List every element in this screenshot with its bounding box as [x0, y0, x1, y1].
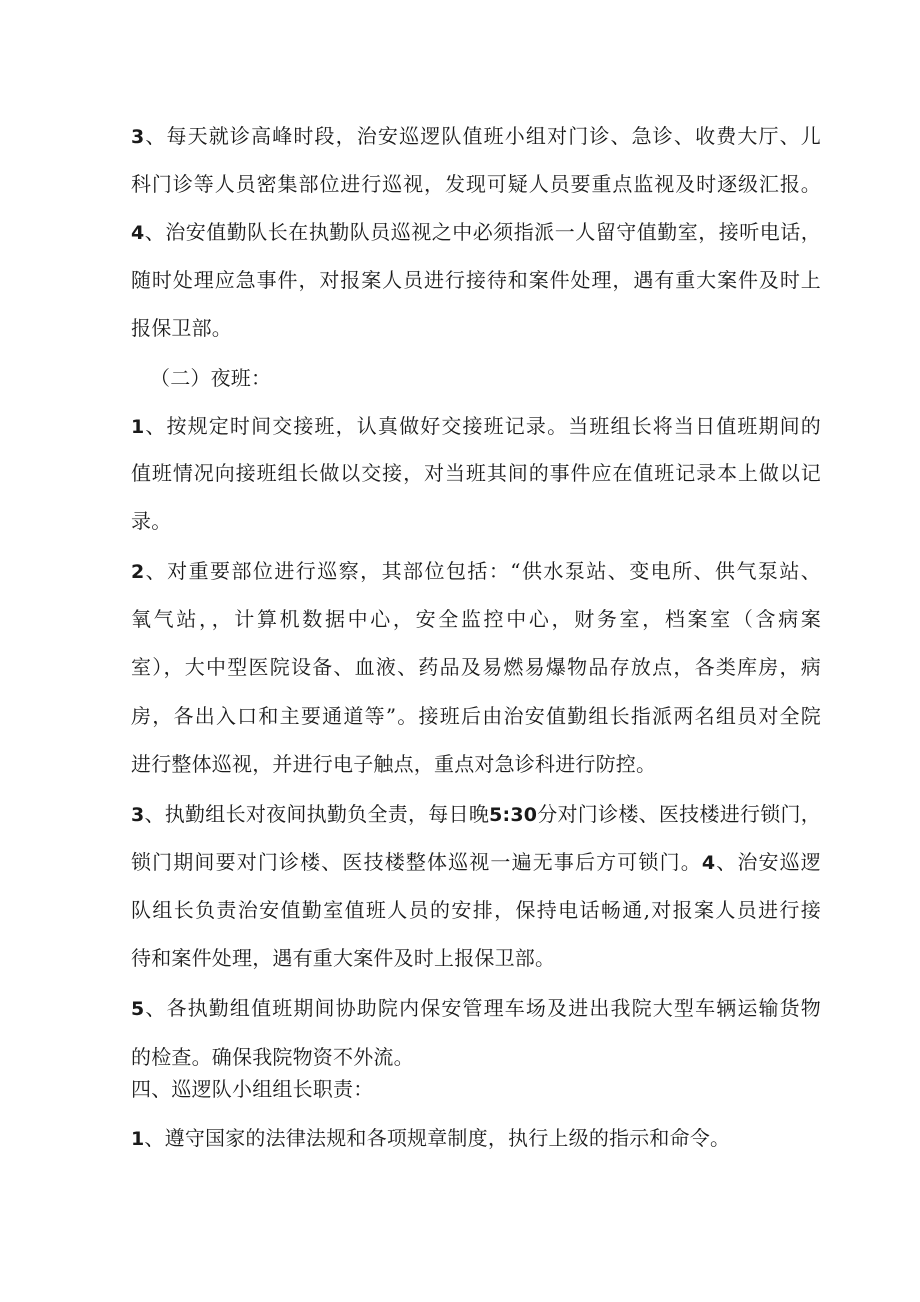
line-text: 进行整体巡视，并进行电子触点，重点对急诊科进行防控。 [131, 752, 657, 776]
time-value: 5:30 [489, 804, 538, 826]
text-line [131, 504, 821, 538]
line-text: 氧气站，，计算机数据中心，安全监控中心，财务室，档案室（含病案 [131, 607, 821, 631]
text-line [131, 311, 821, 345]
item-number: 3 [131, 126, 145, 148]
text-line [131, 797, 821, 831]
line-text: 、遵守国家的法律法规和各项规章制度，执行上级的指示和命令。 [144, 1126, 731, 1150]
line-text: 、对重要部位进行巡察，其部位包括：“供水泵站、变电所、供气泵站、 [144, 559, 821, 583]
line-text: 分对门诊楼、医技楼进行锁门， [537, 802, 821, 826]
line-text: 的检查。确保我院物资不外流。 [131, 1045, 414, 1069]
text-line [131, 119, 821, 153]
text-line [131, 602, 821, 636]
line-text: 锁门期间要对门诊楼、医技楼整体巡视一遍无事后方可锁门。 [131, 850, 702, 874]
item-number: 4 [701, 852, 716, 874]
item-number: 2 [131, 561, 145, 583]
line-text: 房，各出入口和主要通道等”。接班后由治安值勤组长指派两名组员对全院 [131, 704, 821, 728]
text-line [131, 263, 821, 297]
line-text: 随时处理应急事件，对报案人员进行接待和案件处理，遇有重大案件及时上 [131, 268, 821, 292]
text-line [131, 893, 821, 927]
text-line [131, 215, 821, 249]
line-text: 、各执勤组值班期间协助院内保安管理车场及进出我院大型车辆运输货物 [144, 996, 821, 1020]
text-line [131, 1040, 821, 1074]
item-number: 5 [131, 998, 145, 1020]
line-text: （二）夜班： [150, 366, 272, 390]
text-line [131, 845, 821, 879]
text-line [131, 747, 821, 781]
line-text: 、执勤组长对夜间执勤负全责，每日晚 [144, 802, 490, 826]
text-line [131, 650, 821, 684]
text-line [131, 554, 821, 588]
text-line [131, 699, 821, 733]
text-line [131, 991, 821, 1025]
line-text: 队组长负责治安值勤室值班人员的安排，保持电话畅通,对报案人员进行接 [131, 898, 821, 922]
text-line [131, 1121, 821, 1155]
line-text: 室），大中型医院设备、血液、药品及易燃易爆物品存放点，各类库房，病 [131, 655, 821, 679]
item-number: 4 [131, 222, 145, 244]
text-line [131, 941, 821, 975]
line-text: 录。 [131, 509, 172, 533]
text-line [131, 167, 821, 201]
item-number: 1 [131, 1128, 145, 1150]
item-number: 1 [131, 416, 145, 438]
line-text: 科门诊等人员密集部位进行巡视，发现可疑人员要重点监视及时逐级汇报。 [131, 172, 821, 196]
line-text: 值班情况向接班组长做以交接，对当班其间的事件应在值班记录本上做以记 [131, 461, 821, 485]
text-line [131, 409, 821, 443]
line-text: 待和案件处理，遇有重大案件及时上报保卫部。 [131, 946, 556, 970]
line-text: 四、巡逻队小组组长职责： [131, 1077, 374, 1101]
line-text: 报保卫部。 [131, 316, 232, 340]
section-heading [131, 1072, 821, 1106]
section-heading [150, 361, 840, 395]
text-line [131, 456, 821, 490]
line-text: 、治安值勤队长在执勤队员巡视之中必须指派一人留守值勤室，接听电话， [144, 220, 821, 244]
item-number: 3 [131, 804, 145, 826]
line-text: 、治安巡逻 [715, 850, 821, 874]
line-text: 、每天就诊高峰时段，治安巡逻队值班小组对门诊、急诊、收费大厅、儿 [144, 124, 821, 148]
line-text: 、按规定时间交接班，认真做好交接班记录。当班组长将当日值班期间的 [144, 414, 821, 438]
